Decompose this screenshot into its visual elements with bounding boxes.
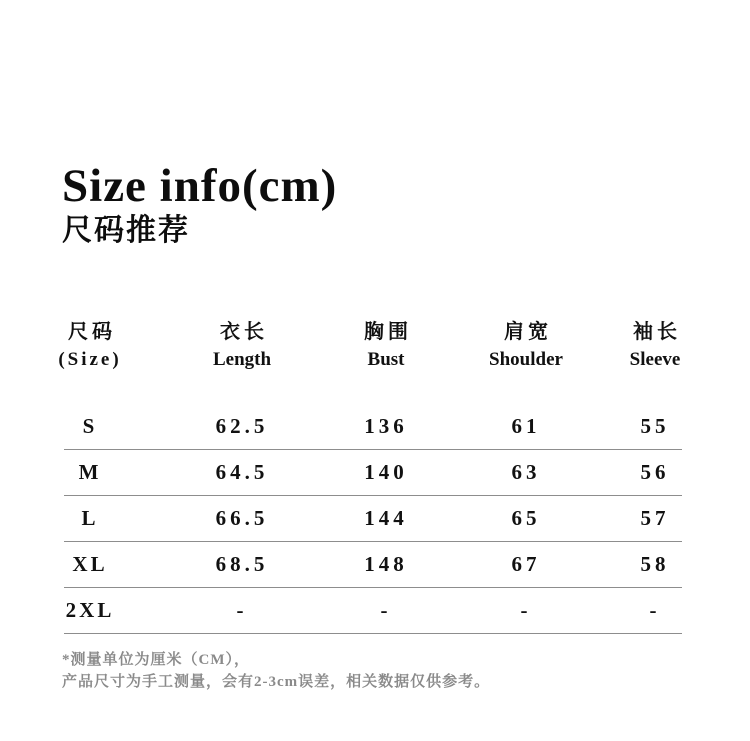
title-block: [62, 160, 337, 250]
length-cell: 66.5: [215, 506, 269, 530]
shoulder-cell: 61: [511, 414, 541, 438]
table-row-s: [64, 404, 682, 450]
length-cell: -: [236, 598, 248, 622]
table-row-xl: [64, 542, 682, 588]
footnote-line-1: *测量单位为厘米（CM），: [62, 652, 250, 668]
size-cell: S: [82, 414, 98, 438]
measurement-footnote: [62, 649, 490, 693]
column-header-bust-zh: 胸围: [364, 321, 412, 343]
shoulder-cell: 65: [511, 506, 541, 530]
length-cell: 62.5: [215, 414, 269, 438]
column-header-length-zh: 衣长: [219, 321, 268, 343]
table-body: [64, 404, 682, 634]
size-table: [58, 318, 682, 622]
footnote-line-2: 产品尺寸为手工测量，会有2-3cm误差，相关数据仅供参考。: [62, 674, 491, 690]
shoulder-cell: 63: [511, 460, 541, 484]
length-cell: 64.5: [215, 460, 269, 484]
shoulder-cell: 67: [511, 552, 541, 576]
size-cell: XL: [72, 552, 108, 576]
sleeve-cell: 58: [640, 552, 670, 576]
table-row-m: [64, 450, 682, 496]
column-header-sleeve: [630, 318, 681, 373]
bust-cell: -: [380, 598, 392, 622]
column-header-sleeve-en: Sleeve: [629, 349, 681, 370]
size-cell: M: [78, 460, 102, 484]
column-header-bust-en: Bust: [367, 349, 405, 370]
column-header-size-zh: 尺码: [68, 321, 116, 343]
column-header-size-en: (Size): [58, 349, 122, 370]
table-row-l: [64, 496, 682, 542]
size-cell: 2XL: [65, 598, 115, 622]
page-title: Size info(cm): [62, 160, 338, 212]
bust-cell: 140: [364, 460, 408, 484]
table-header-row: [58, 318, 682, 376]
sleeve-cell: 57: [640, 506, 670, 530]
bust-cell: 136: [364, 414, 408, 438]
page-subtitle: 尺码推荐: [62, 214, 190, 247]
column-header-shoulder-zh: 肩宽: [503, 321, 552, 343]
column-header-shoulder-en: Shoulder: [489, 349, 563, 370]
column-header-bust: [364, 318, 412, 373]
column-header-length: [213, 318, 271, 373]
column-header-length-en: Length: [212, 349, 272, 370]
bust-cell: 144: [364, 506, 408, 530]
sleeve-cell: 56: [640, 460, 670, 484]
shoulder-cell: -: [520, 598, 532, 622]
length-cell: 68.5: [215, 552, 269, 576]
size-cell: L: [81, 506, 99, 530]
sleeve-cell: -: [649, 598, 661, 622]
bust-cell: 148: [364, 552, 408, 576]
sleeve-cell: 55: [640, 414, 670, 438]
column-header-shoulder: [489, 318, 563, 373]
column-header-size: [58, 318, 121, 373]
table-row-2xl: [64, 588, 682, 634]
column-header-sleeve-zh: 袖长: [633, 321, 681, 343]
